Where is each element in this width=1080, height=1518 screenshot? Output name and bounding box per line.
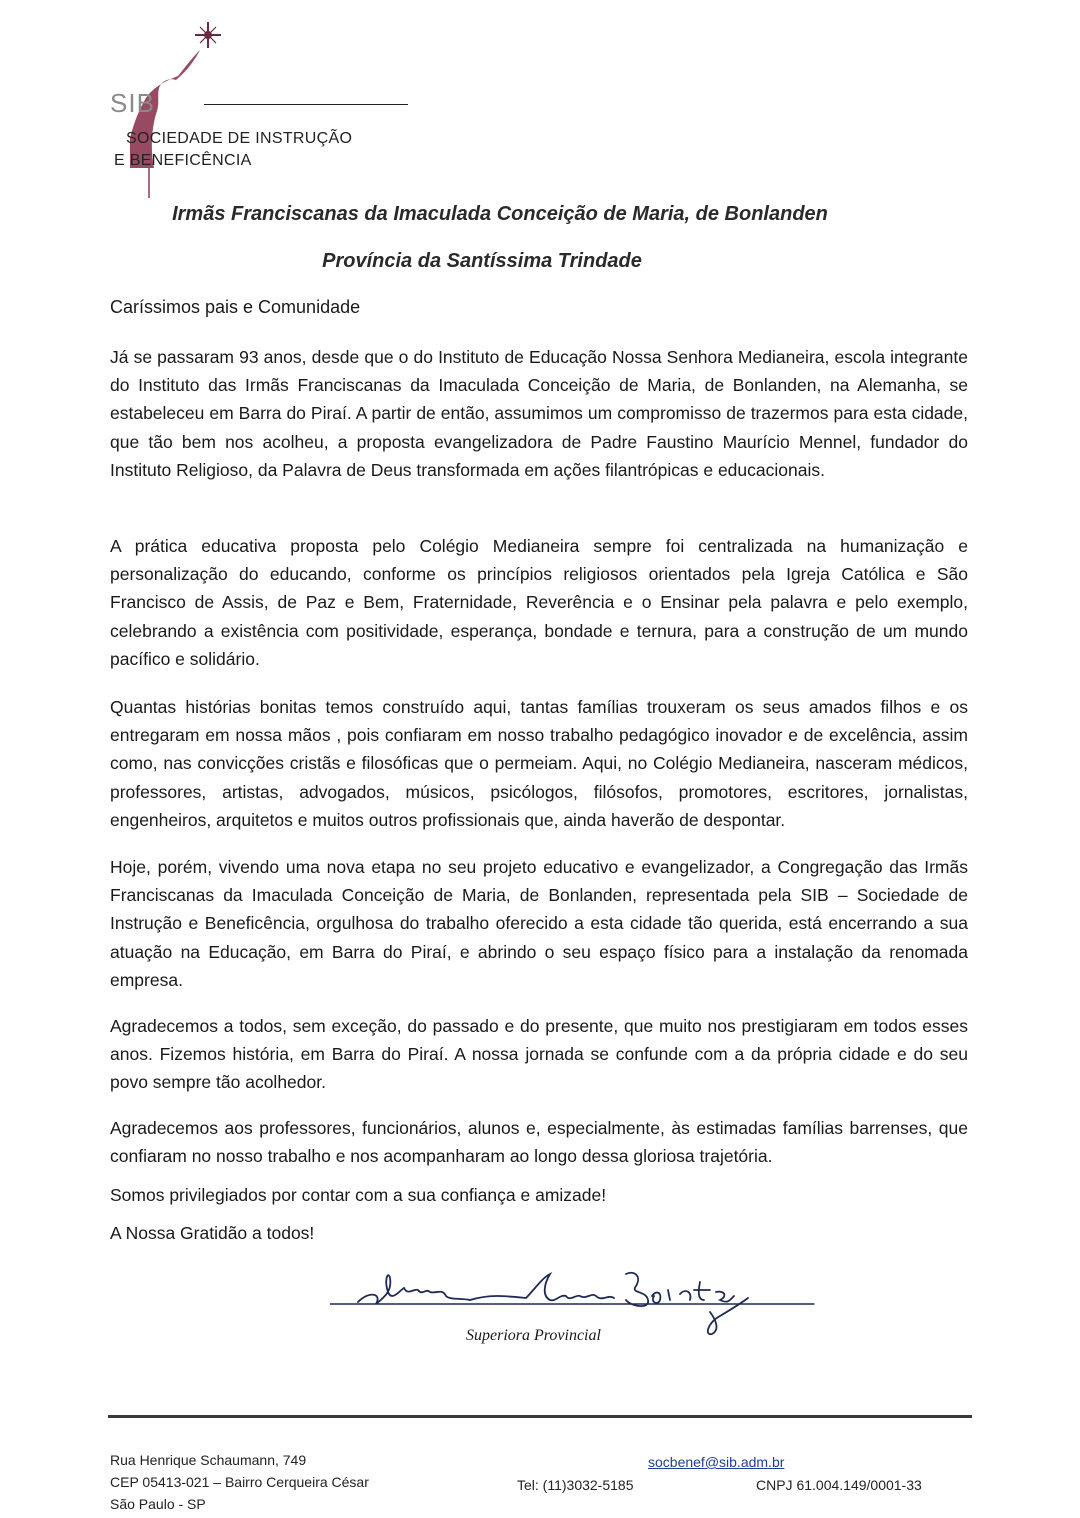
- logo-name-line1: SOCIEDADE DE INSTRUÇÃO: [126, 130, 353, 147]
- paragraph: Quantas histórias bonitas temos construído aqui, tantas famílias trouxeram os seus amados filhos e os entregaram em nossa mãos , pois confiaram em nosso trabalho pedagógico inovador e de excelência, assim como, nas convicções cristãs e filosóficas que o permeiam. Aqui, no Colégio Medianeira, nasceram médicos, professores, artistas, advogados, músicos, psicólogos, filósofos, promotores, escritores, jornalistas, engenheiros, arquitetos e muitos outros profissionais que, ainda haverão de despontar.: [110, 697, 968, 830]
- paragraph: Já se passaram 93 anos, desde que o do Instituto de Educação Nossa Senhora Medianeira, escola integrante do Instituto das Irmãs Franciscanas da Imaculada Conceição de Maria, de Bonlanden, na Alemanha, se estabeleceu em Barra do Piraí. A partir de então, assumimos um compromisso de trazermos para esta cidade, que tão bem nos acolheu, a proposta evangelizadora de Padre Faustino Maurício Mennel, fundador do Instituto Religioso, da Palavra de Deus transformada em ações filantrópicas e educacionais.: [110, 347, 968, 480]
- logo-rule: [204, 104, 408, 105]
- footer-email-link[interactable]: socbenef@sib.adm.br: [648, 1454, 785, 1470]
- footer-address-street: Rua Henrique Schaumann, 749: [110, 1452, 307, 1468]
- footer-cnpj: CNPJ 61.004.149/0001-33: [756, 1477, 922, 1493]
- footer-telephone: Tel: (11)3032-5185: [517, 1477, 634, 1493]
- logo-abbreviation: SIB: [110, 88, 155, 118]
- footer-address-cep: CEP 05413-021 – Bairro Cerqueira César: [110, 1474, 369, 1490]
- paragraph: Hoje, porém, vivendo uma nova etapa no seu projeto educativo e evangelizador, a Congregação das Irmãs Franciscanas da Imaculada Conceição de Maria, de Bonlanden, representada pela SIB – Sociedade de Instrução e Beneficência, orgulhosa do trabalho oferecido a esta cidade tão querida, está encerrando a sua atuação na Educação, em Barra do Piraí, e abrindo o seu espaço físico para a instalação da renomada empresa.: [110, 857, 968, 990]
- paragraph: A Nossa Gratidão a todos!: [110, 1223, 315, 1243]
- footer-address-city: São Paulo - SP: [110, 1496, 206, 1512]
- sib-logo: [104, 18, 424, 198]
- paragraph: Agradecemos aos professores, funcionários, alunos e, especialmente, às estimadas famílias barrenses, que confiaram no nosso trabalho e nos acompanharam ao longo dessa gloriosa trajetória.: [110, 1118, 968, 1167]
- letter-subheading: Província da Santíssima Trindade: [322, 250, 642, 272]
- footer-divider: [108, 1415, 972, 1418]
- salutation: Caríssimos pais e Comunidade: [110, 297, 361, 317]
- paragraph: A prática educativa proposta pelo Colégio Medianeira sempre foi centralizada na humanização e personalização do educando, conforme os princípios religiosos orientados pela Igreja Católica e São Francisco de Assis, de Paz e Bem, Fraternidade, Reverência e o Ensinar pela palavra e pelo exemplo, celebrando a existência com positividade, esperança, bondade e ternura, para a construção de um mundo pacífico e solidário.: [110, 536, 968, 669]
- paragraph: Somos privilegiados por contar com a sua confiança e amizade!: [110, 1185, 607, 1205]
- letter-heading: Irmãs Franciscanas da Imaculada Conceição de Maria, de Bonlanden: [172, 203, 828, 225]
- signature-title: Superiora Provincial: [466, 1327, 601, 1344]
- logo-name-line2: E BENEFICÊNCIA: [114, 152, 252, 169]
- paragraph: Agradecemos a todos, sem exceção, do passado e do presente, que muito nos prestigiaram em todos esses anos. Fizemos história, em Barra do Piraí. A nossa jornada se confunde com a da própria cidade e do seu povo sempre tão acolhedor.: [110, 1016, 968, 1093]
